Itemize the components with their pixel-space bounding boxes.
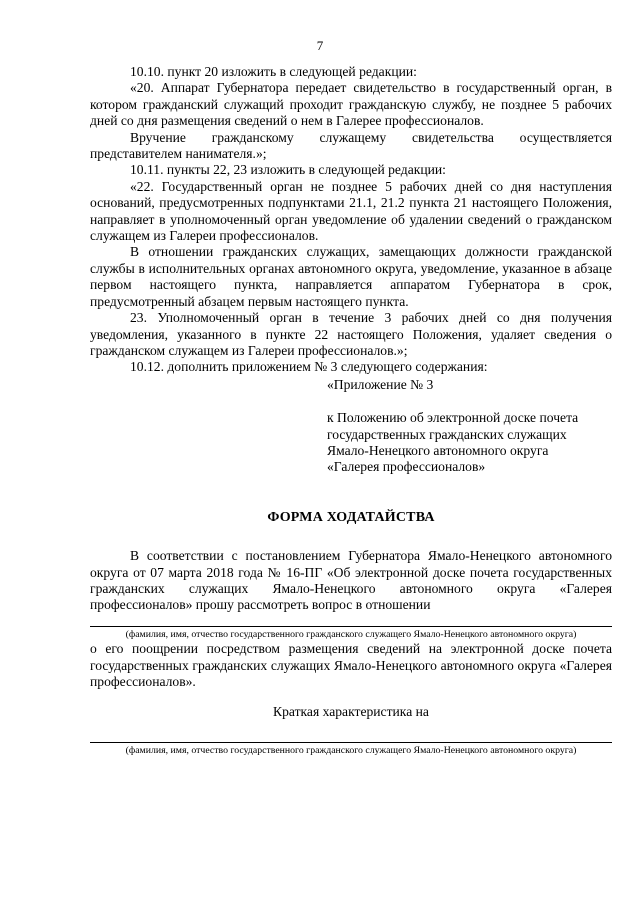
appendix-heading: «Приложение № 3 xyxy=(327,376,434,392)
appendix-spacer xyxy=(327,393,612,410)
fill-in-line-characteristic[interactable] xyxy=(90,742,612,743)
appendix-header xyxy=(327,377,612,476)
page-number: 7 xyxy=(316,38,324,53)
appendix-line: Ямало-Ненецкого автономного округа xyxy=(327,442,549,458)
paragraph-certificate-handover: Вручение гражданскому служащему свидетельства осуществляется представителем нанимателя.»; xyxy=(90,129,612,162)
appendix-line: «Галерея профессионалов» xyxy=(327,459,486,475)
form-continuation: о его поощрении посредством размещения сведений на электронной доске почета государственных гражданских служащих Ямало-Ненецкого автономного округа «Галерея профессионалов». xyxy=(90,641,612,690)
fill-in-line-name[interactable] xyxy=(90,626,612,627)
appendix-line: государственных гражданских служащих xyxy=(327,426,567,442)
paragraph-executive-bodies: В отношении гражданских служащих, замещающих должности гражданской службы в исполнительных органах автономного округа, уведомление, указанное в абзаце первом настоящего пункта, направляется аппаратом Губернатора в срок, предусмотренный абзацем первым настоящего пункта. xyxy=(90,244,612,309)
paragraph-item-23: 23. Уполномоченный орган в течение 3 рабочих дней со дня получения уведомления, указанного в пункте 22 настоящего Положения, удаляет сведения о гражданском служащем из Галереи профессионалов.»; xyxy=(90,310,612,358)
document-body xyxy=(90,64,612,756)
paragraph-10-10: 10.10. пункт 20 изложить в следующей редакции: xyxy=(130,64,417,79)
paragraph-10-12: 10.12. дополнить приложением № 3 следующего содержания: xyxy=(130,359,488,375)
field-caption-characteristic: (фамилия, имя, отчество государственного гражданского служащего Ямало-Ненецкого автономного округа) xyxy=(125,744,577,756)
form-title: ФОРМА ХОДАТАЙСТВА xyxy=(267,509,435,525)
paragraph-10-11: 10.11. пункты 22, 23 изложить в следующей редакции: xyxy=(130,162,446,178)
paragraph-item-22: «22. Государственный орган не позднее 5 рабочих дней со дня наступления оснований, предусмотренных подпунктами 21.1, 21.2 пункта 21 настоящего Положения, направляет в уполномоченный орган уведомление об удалении сведений о гражданском служащем из Галереи профессионалов. xyxy=(90,178,612,244)
appendix-line: к Положению об электронной доске почета xyxy=(327,410,579,426)
form-intro: В соответствии с постановлением Губернатора Ямало-Ненецкого автономного округа от 07 марта 2018 года № 16-ПГ «Об электронной доске почета государственных гражданских служащих Ямало-Ненецкого автономного округа «Галерея профессионалов» прошу рассмотреть вопрос в отношении xyxy=(90,548,612,613)
field-caption-name: (фамилия, имя, отчество государственного гражданского служащего Ямало-Ненецкого автономного округа) xyxy=(125,628,577,640)
characteristic-label: Краткая характеристика на xyxy=(273,703,429,719)
paragraph-item-20: «20. Аппарат Губернатора передает свидетельство в государственный орган, в котором гражданский служащий проходит гражданскую службу, не позднее 5 рабочих дней со дня размещения сведений о нем в Галерее профессионалов. xyxy=(90,80,612,129)
